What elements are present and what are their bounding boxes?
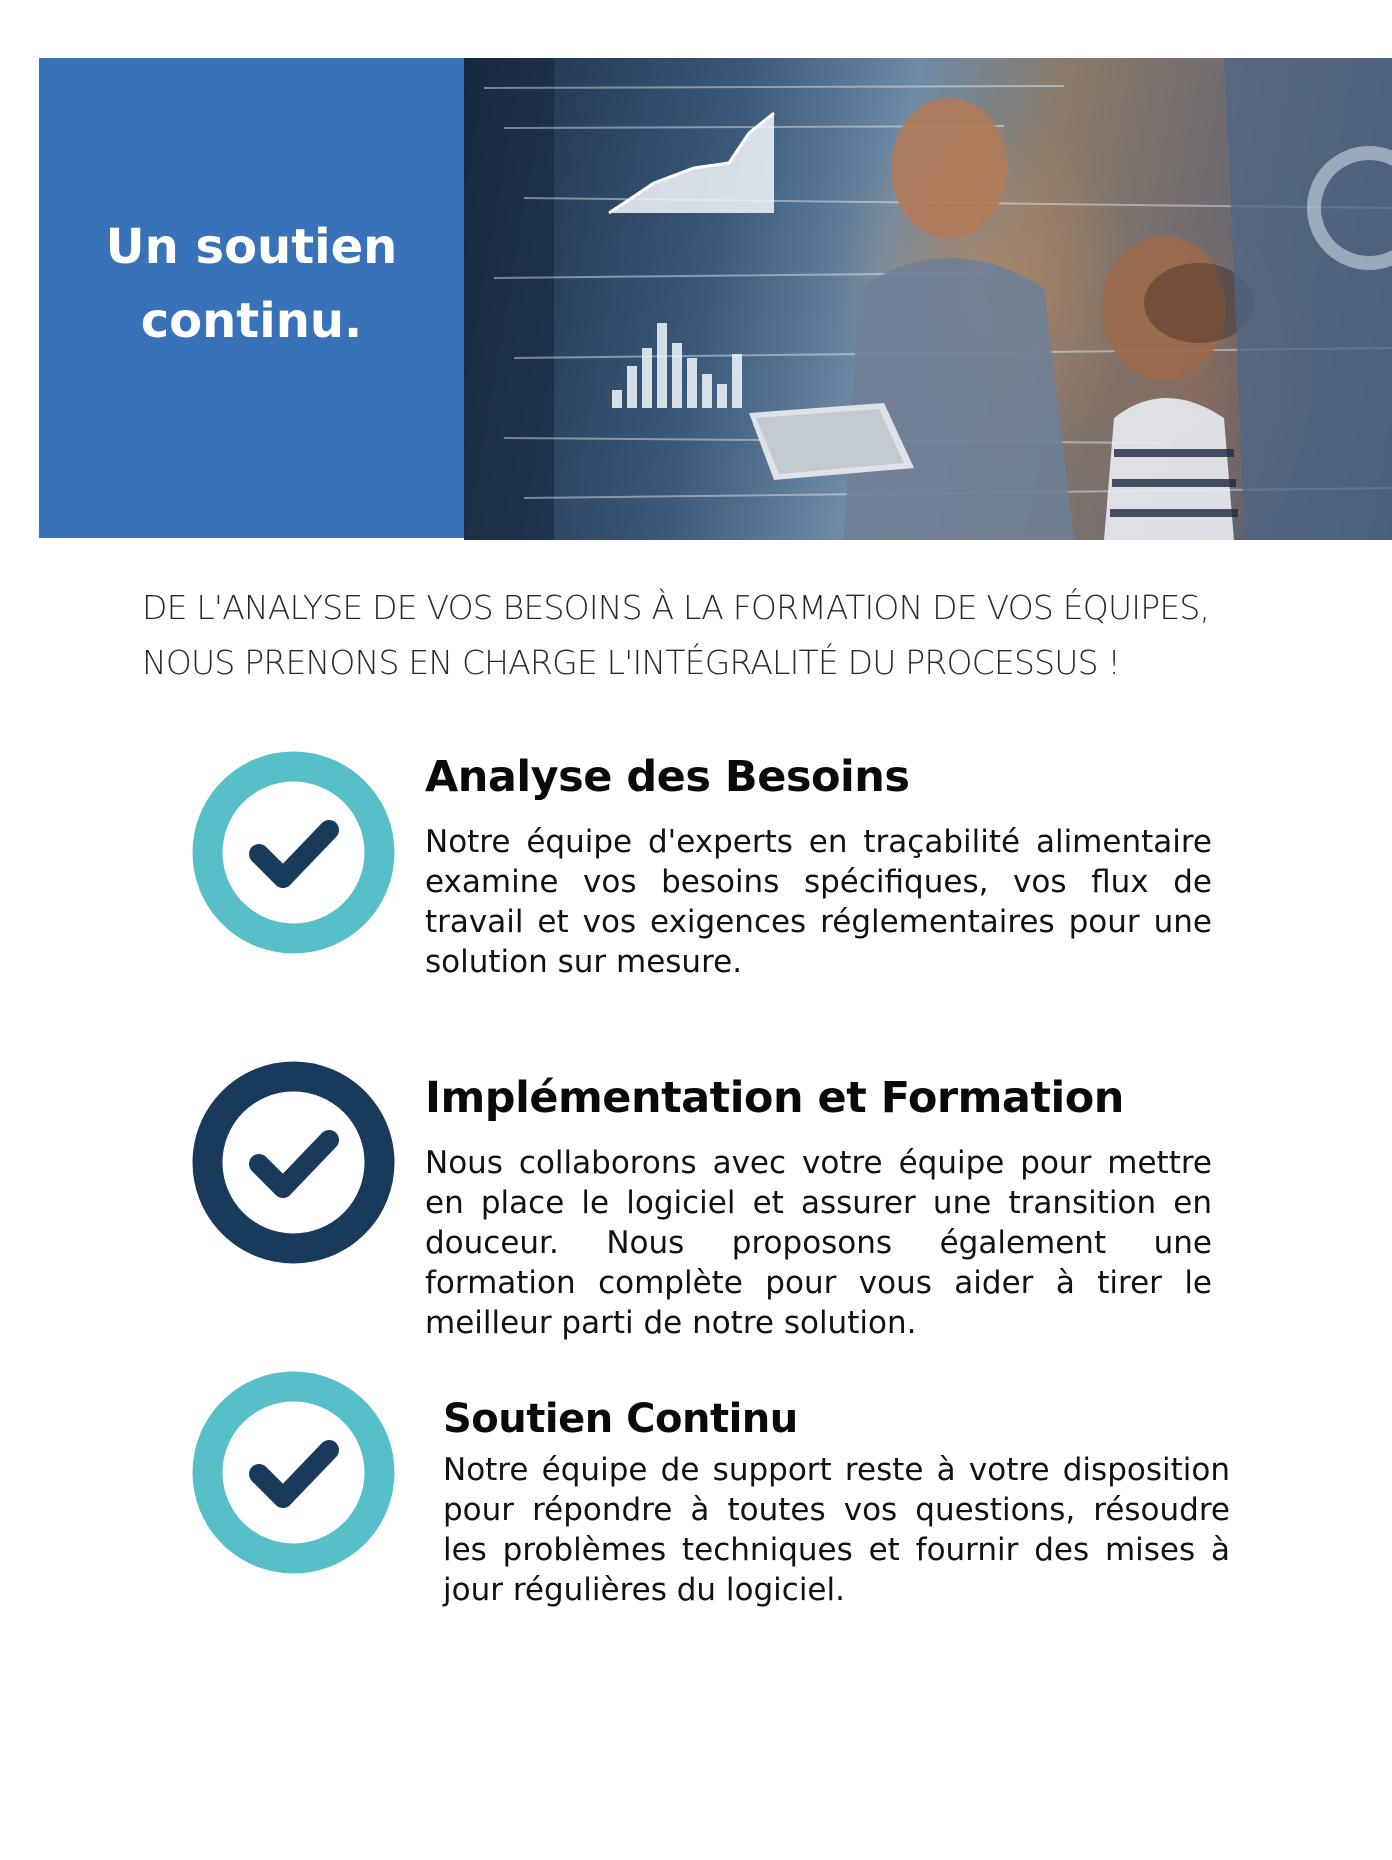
section-text: Notre équipe de support reste à votre disposition pour répondre à toutes vos questions, résoudre les problèmes techniques et fournir des mises à jour régulières du logiciel. <box>443 1452 1230 1608</box>
title-panel <box>39 58 464 538</box>
section-soutien <box>443 1396 1230 1610</box>
section-text: Notre équipe d'experts en traçabilité alimentaire examine vos besoins spécifiques, vos flux de travail et vos exigences réglementaires pour une solution sur mesure. <box>425 824 1212 980</box>
section-title: Soutien Continu <box>443 1396 798 1442</box>
section-title: Implémentation et Formation <box>425 1073 1124 1123</box>
title-line-1: Un soutien <box>105 219 398 275</box>
intro-text <box>142 580 1362 690</box>
hero-banner <box>39 58 1392 540</box>
section-implementation <box>425 1073 1212 1343</box>
section-text: Nous collaborons avec votre équipe pour mettre en place le logiciel et assurer une transition en douceur. Nous proposons également une formation complète pour vous aider à tirer le meilleur parti de notre solution. <box>425 1145 1212 1341</box>
section-analyse <box>425 752 1212 982</box>
team-data-photo <box>464 58 1392 540</box>
page-title <box>106 210 398 358</box>
intro-line-2: NOUS PRENONS EN CHARGE L'INTÉGRALITÉ DU PROCESSUS ! <box>142 643 1120 682</box>
check-circle-icon <box>191 1060 396 1265</box>
photo-illustration <box>464 58 1392 540</box>
check-circle-icon <box>191 750 396 955</box>
section-title: Analyse des Besoins <box>425 752 910 802</box>
intro-line-1: DE L'ANALYSE DE VOS BESOINS À LA FORMATION DE VOS ÉQUIPES, <box>142 588 1210 627</box>
check-circle-icon <box>191 1370 396 1575</box>
title-line-2: continu. <box>140 293 363 349</box>
